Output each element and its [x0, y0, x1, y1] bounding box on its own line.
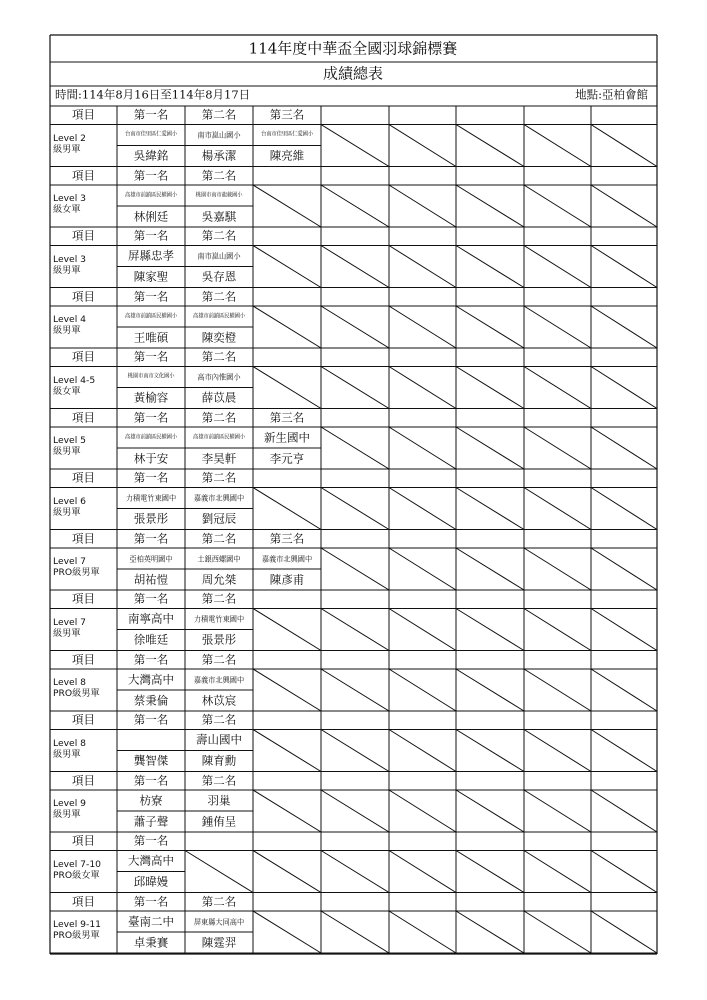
empty-cell-slash	[389, 911, 456, 953]
empty-cell-slash	[591, 488, 657, 530]
header-item-label: 項目	[72, 833, 95, 848]
empty-cell-slash	[321, 669, 389, 711]
winner-name: 陳家聖	[133, 269, 169, 284]
winner-name: 龔智傑	[133, 753, 169, 768]
event-level: Level 7	[53, 616, 87, 628]
empty-cell-slash	[253, 790, 321, 832]
event-dates: 時間:114年8月16日至114年8月17日	[55, 87, 251, 102]
header-first-label: 第一名	[133, 349, 169, 364]
header-first-label: 第一名	[133, 410, 169, 424]
empty-cell-slash	[456, 306, 524, 348]
header-item-label: 項目	[72, 349, 95, 364]
empty-cell-slash	[389, 306, 456, 348]
header-item-label: 項目	[72, 107, 95, 122]
winner-name: 陳奕橙	[201, 329, 237, 344]
winner-school: 枋寮	[139, 792, 163, 807]
empty-cell-slash	[321, 125, 389, 167]
empty-cell-slash	[524, 548, 591, 590]
event-category: 級男單	[53, 809, 81, 820]
header-item-label: 項目	[72, 470, 95, 485]
header-item-label: 項目	[72, 894, 95, 908]
empty-cell-slash	[253, 367, 321, 409]
winner-school: 高雄市前鎮區民權國小	[125, 312, 177, 319]
winner-school: 力積電竹東國中	[125, 493, 177, 503]
event-category: 級男單	[53, 748, 81, 760]
empty-cell-slash	[321, 427, 389, 469]
empty-cell-slash	[321, 790, 389, 832]
header-first-label: 第一名	[133, 107, 169, 122]
header-first-label: 第一名	[133, 531, 169, 545]
empty-cell-slash	[321, 367, 389, 409]
winner-name: 林苡宸	[201, 692, 237, 707]
header-third-label: 第三名	[269, 107, 305, 122]
empty-cell-slash	[456, 609, 524, 651]
header-third-label: 第三名	[269, 531, 305, 545]
event-level: Level 2	[53, 132, 87, 144]
empty-cell-slash	[591, 790, 657, 832]
event-level: Level 9	[53, 798, 87, 809]
winner-name: 薛苡晨	[201, 390, 237, 405]
empty-cell-slash	[389, 609, 456, 651]
empty-cell-slash	[456, 246, 524, 288]
empty-cell-slash	[456, 488, 524, 530]
winner-school: 高雄市前鎮區民權國小	[193, 312, 245, 319]
header-first-label: 第一名	[133, 470, 169, 485]
header-second-label: 第二名	[201, 349, 237, 364]
event-category: 級女單	[53, 204, 81, 215]
empty-cell-slash	[253, 609, 321, 651]
winner-school: 屏縣忠孝	[128, 248, 174, 263]
empty-cell-slash	[524, 125, 591, 167]
empty-cell-slash	[321, 185, 389, 227]
empty-cell-slash	[524, 306, 591, 348]
empty-cell-slash	[591, 669, 657, 711]
header-item-label: 項目	[72, 712, 95, 727]
header-second-label: 第二名	[201, 289, 237, 303]
winner-name: 李昊軒	[201, 450, 237, 465]
empty-cell-slash	[389, 851, 456, 893]
header-first-label: 第一名	[133, 591, 169, 606]
header-second-label: 第二名	[201, 712, 237, 727]
winner-name: 蕭子聲	[133, 813, 169, 828]
empty-cell-slash	[456, 548, 524, 590]
winner-name: 林于安	[133, 450, 169, 465]
event-category: PRO級男單	[53, 688, 100, 699]
header-second-label: 第二名	[201, 168, 237, 182]
winner-school: 南寧高中	[128, 611, 174, 626]
empty-cell-slash	[321, 609, 389, 651]
winner-name: 陳亮維	[269, 148, 305, 163]
empty-cell-slash	[591, 125, 657, 167]
winner-school: 高雄市前鎮區民權國小	[193, 433, 245, 440]
event-category: 級男單	[53, 325, 81, 336]
header-item-label: 項目	[72, 773, 95, 787]
empty-cell-slash	[389, 125, 456, 167]
winner-name: 周允桀	[201, 571, 237, 586]
header-first-label: 第一名	[133, 894, 169, 908]
empty-cell-slash	[591, 609, 657, 651]
winner-name: 蔡秉倫	[133, 692, 169, 707]
header-item-label: 項目	[72, 652, 95, 666]
event-level: Level 3	[53, 193, 87, 204]
header-second-label: 第二名	[201, 894, 237, 908]
winner-school: 南市崑山國小	[197, 130, 241, 140]
header-second-label: 第二名	[201, 470, 237, 485]
winner-name: 邱暐嫚	[133, 874, 169, 889]
empty-cell-slash	[253, 911, 321, 953]
event-category: 級男單	[53, 264, 81, 276]
empty-cell-slash	[524, 367, 591, 409]
header-second-label: 第二名	[201, 410, 237, 424]
empty-cell-slash	[253, 730, 321, 772]
empty-cell-slash	[321, 730, 389, 772]
empty-cell-slash	[253, 669, 321, 711]
empty-cell-slash	[389, 669, 456, 711]
event-level: Level 4-5	[53, 374, 96, 386]
empty-cell-slash	[591, 730, 657, 772]
winner-school: 土銀西螺國中	[197, 553, 241, 563]
event-level: Level 7-10	[53, 858, 102, 870]
event-category: 級男單	[53, 446, 81, 457]
empty-cell-slash	[524, 246, 591, 288]
header-first-label: 第一名	[133, 168, 169, 182]
empty-cell-slash	[591, 367, 657, 409]
winner-school: 臺南二中	[128, 913, 174, 928]
header-second-label: 第二名	[201, 107, 237, 122]
winner-school: 高雄市前鎮區民權國小	[125, 433, 177, 440]
page-subtitle: 成績總表	[322, 64, 384, 83]
empty-cell-slash	[321, 911, 389, 953]
winner-name: 張景彤	[133, 511, 169, 526]
empty-cell-slash	[389, 488, 456, 530]
event-level: Level 3	[53, 253, 87, 265]
winner-name: 劉冠辰	[201, 511, 237, 526]
empty-cell-slash	[524, 609, 591, 651]
empty-cell-slash	[524, 427, 591, 469]
winner-school: 高市內惟國小	[197, 372, 241, 382]
event-category: PRO級男單	[53, 567, 100, 578]
empty-cell-slash	[456, 730, 524, 772]
event-category: PRO級男單	[53, 930, 100, 941]
empty-cell-slash	[456, 669, 524, 711]
header-first-label: 第一名	[133, 289, 169, 303]
winner-school: 壽山國中	[196, 732, 242, 747]
winner-school: 新生國中	[264, 429, 310, 444]
header-first-label: 第一名	[133, 228, 169, 243]
empty-cell-slash	[389, 185, 456, 227]
empty-cell-slash	[389, 427, 456, 469]
header-item-label: 項目	[72, 410, 95, 424]
header-item-label: 項目	[72, 531, 95, 545]
winner-school: 嘉義市北興國中	[193, 674, 245, 684]
winner-school: 南市崑山國小	[197, 251, 241, 261]
header-second-label: 第二名	[201, 531, 237, 545]
winner-school: 屏東縣大同高中	[193, 916, 245, 926]
winner-school: 桃園市南市文化國小	[127, 373, 175, 380]
event-category: PRO級女單	[53, 869, 100, 881]
empty-cell-slash	[389, 730, 456, 772]
empty-cell-slash	[389, 246, 456, 288]
event-level: Level 5	[53, 435, 87, 446]
header-second-label: 第二名	[201, 773, 237, 787]
empty-cell-slash	[524, 669, 591, 711]
winner-school: 嘉義市北興國中	[193, 493, 245, 503]
empty-cell-slash	[591, 427, 657, 469]
empty-cell-slash	[253, 851, 321, 893]
winner-name: 徐唯廷	[133, 632, 169, 647]
empty-cell-slash	[321, 548, 389, 590]
event-level: Level 4	[53, 314, 87, 325]
winner-name: 鍾侑呈	[201, 813, 237, 828]
winner-name: 吳存恩	[201, 269, 237, 284]
winner-name: 張景彤	[201, 632, 237, 647]
event-level: Level 8	[53, 737, 87, 749]
header-first-label: 第一名	[133, 773, 169, 787]
header-second-label: 第二名	[201, 228, 237, 243]
empty-cell-slash	[591, 911, 657, 953]
empty-cell-slash	[456, 427, 524, 469]
event-level: Level 9-11	[53, 919, 102, 930]
winner-name: 卓秉賽	[133, 934, 169, 949]
event-level: Level 8	[53, 677, 87, 688]
header-third-label: 第三名	[269, 410, 305, 424]
event-category: 級男單	[53, 506, 81, 518]
winner-name: 黃榆容	[133, 390, 169, 405]
winner-school: 高雄市前鎮區民權國小	[125, 191, 177, 198]
page-title: 114年度中華盃全國羽球錦標賽	[248, 39, 458, 58]
header-first-label: 第一名	[133, 652, 169, 666]
winner-name: 李元亨	[269, 450, 305, 465]
header-item-label: 項目	[72, 289, 95, 303]
winner-school: 大灣高中	[128, 853, 174, 868]
winner-name: 吳嘉騏	[201, 208, 237, 223]
winner-name: 楊承潔	[201, 148, 237, 163]
empty-cell-slash	[321, 488, 389, 530]
header-first-label: 第一名	[133, 833, 169, 848]
empty-cell-slash	[253, 306, 321, 348]
empty-cell-slash	[456, 911, 524, 953]
empty-cell-slash	[591, 185, 657, 227]
results-sheet	[50, 35, 657, 954]
event-category: 級女單	[53, 385, 81, 397]
empty-cell-slash	[389, 790, 456, 832]
winner-school: 桃園市南市龍載國小	[195, 191, 243, 198]
empty-cell-slash	[456, 125, 524, 167]
winner-school: 亞柏英明國中	[129, 553, 173, 563]
header-item-label: 項目	[72, 591, 95, 606]
empty-cell-slash	[524, 730, 591, 772]
empty-cell-slash	[591, 548, 657, 590]
winner-name: 吳緯銘	[133, 148, 169, 163]
winner-school: 台南市佳里區仁愛國小	[261, 131, 313, 138]
event-level: Level 7	[53, 556, 87, 567]
winner-school: 大灣高中	[128, 671, 174, 686]
header-first-label: 第一名	[133, 712, 169, 727]
winner-name: 林俐廷	[133, 208, 169, 223]
winner-name: 陳育勳	[201, 753, 237, 768]
empty-cell-slash	[591, 306, 657, 348]
empty-cell-slash	[253, 246, 321, 288]
empty-cell-slash	[524, 790, 591, 832]
empty-cell-slash	[524, 185, 591, 227]
winner-name: 胡祐愷	[133, 571, 169, 586]
empty-cell-slash	[456, 367, 524, 409]
winner-school: 嘉義市北興國中	[261, 553, 313, 563]
event-level: Level 6	[53, 495, 87, 507]
empty-cell-slash	[591, 246, 657, 288]
empty-cell-slash	[524, 851, 591, 893]
winner-name: 陳霆羿	[201, 934, 237, 949]
empty-cell-slash	[185, 851, 253, 893]
header-second-label: 第二名	[201, 652, 237, 666]
empty-cell-slash	[321, 851, 389, 893]
winner-name: 王唯碩	[133, 329, 169, 344]
empty-cell-slash	[524, 488, 591, 530]
event-category: 級男單	[53, 627, 81, 639]
winner-name: 陳彥甫	[269, 571, 305, 586]
header-second-label: 第二名	[201, 591, 237, 606]
empty-cell-slash	[321, 246, 389, 288]
empty-cell-slash	[524, 911, 591, 953]
event-venue: 地點:亞柏會館	[575, 87, 648, 102]
header-item-label: 項目	[72, 168, 95, 182]
winner-school: 台南市佳里區仁愛國小	[125, 131, 177, 138]
empty-cell-slash	[321, 306, 389, 348]
empty-cell-slash	[389, 548, 456, 590]
event-category: 級男單	[53, 143, 81, 155]
empty-cell-slash	[456, 185, 524, 227]
header-item-label: 項目	[72, 228, 95, 243]
empty-cell-slash	[456, 851, 524, 893]
empty-cell-slash	[389, 367, 456, 409]
empty-cell-slash	[456, 790, 524, 832]
empty-cell-slash	[253, 185, 321, 227]
empty-cell-slash	[253, 488, 321, 530]
winner-school: 力積電竹東國中	[193, 614, 245, 624]
empty-cell-slash	[591, 851, 657, 893]
winner-school: 羽巢	[207, 792, 231, 807]
